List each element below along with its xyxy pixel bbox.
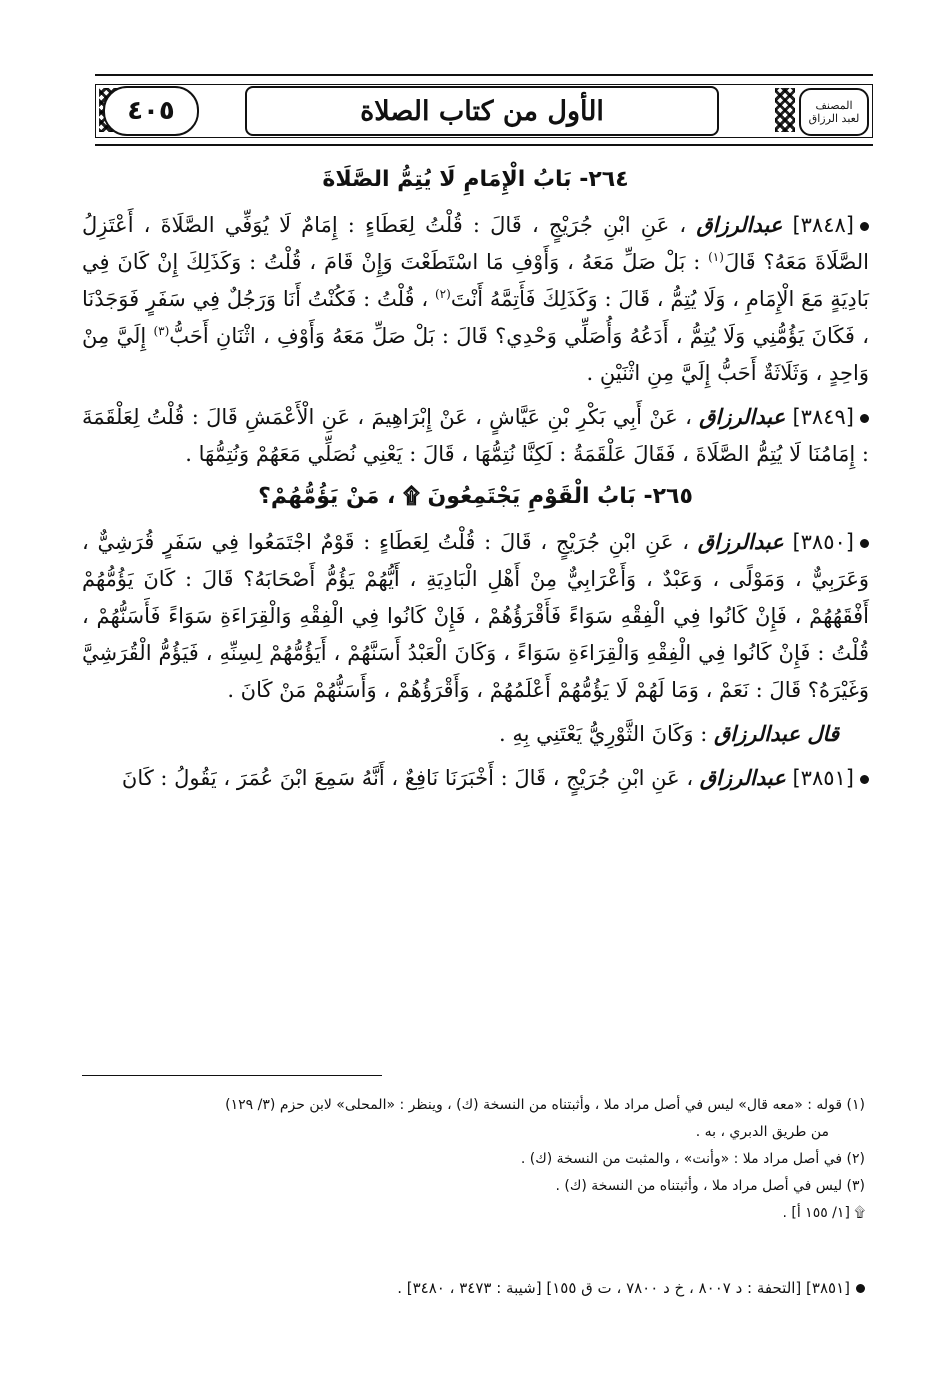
page-number-cartouche	[103, 86, 199, 136]
hadith-3849	[82, 398, 869, 473]
abdulrazzaq-comment	[82, 715, 869, 753]
page-number: ٤٠٥	[127, 96, 175, 126]
narrator-name: عبدالرزاق	[697, 529, 784, 554]
page-header	[95, 74, 873, 146]
bullet-icon	[860, 222, 869, 231]
hadith-number: [٣٨٤٩]	[792, 405, 854, 429]
footnote-ref[interactable]: (٣)	[153, 324, 170, 338]
hadith-text: ، قُلْتُ : فَكُنْتُ أَنَا وَرَجُلٌ فِي سَفَرٍ فَوَجَدْنَا ، فَكَانَ يَؤُمُّنِي وَلَا يُتِمُّ ، أَدَعُهُ وَأُصَلِّي وَحْدِي؟ قَالَ : بَلْ صَلِّ مَعَهُ وَأَوْفِ ، اثْنَانِ أَحَبُّ	[82, 287, 869, 348]
hadith-text: ، عَنِ ابْنِ جُرَيْجٍ ، قَالَ : قُلْتُ لِعَطَاءٍ : قَوْمٌ اجْتَمَعُوا فِي سَفَرٍ قُرَشِيٌّ ، وَعَرَبِيٌّ ، وَمَوْلًى ، وَعَبْدٌ ، وَأَعْرَابِيٌّ مِنْ أَهْلِ الْبَادِيَةِ ، أَيُّهُمْ يَؤُمُّ أَصْحَابَهُ؟ قَالَ : كَانَ يَؤُمُّهُمْ أَفْقَهُهُمْ ، فَإِنْ كَانُوا فِي الْفِقْهِ سَوَاءً فَأَقْرَؤُهُمْ ، فَإِنْ كَانُوا فِي الْفِقْهِ وَالْقِرَاءَةِ سَوَاءً فَأَسَنُّهُمْ ، قُلْتُ : فَإِنْ كَانُوا فِي الْفِقْهِ وَالْقِرَاءَةِ سَوَاءً ، وَكَانَ الْعَبْدُ أَسَنَّهُمْ ، أَيَؤُمُّهُمْ لِسِنِّهِ ، فَيَؤُمُّ الْقُرَشِيَّ وَغَيْرَهُ؟ قَالَ : نَعَمْ ، وَمَا لَهُمْ لَا يَؤُمُّهُمْ أَعْلَمُهُمْ ، وَأَقْرَؤُهُمْ ، وَأَسَنُّهُمْ مَنْ كَانَ .	[82, 530, 869, 702]
running-title-cartouche	[245, 86, 719, 136]
footnote-3: (٣) ليس في أصل مراد ملا ، وأثبتناه من النسخة (ك) .	[555, 1178, 865, 1194]
footnote-ref[interactable]: (٢)	[434, 287, 451, 301]
hadith-text: ، عَنْ أَبِي بَكْرِ بْنِ عَيَّاشٍ ، عَنْ إِبْرَاهِيمَ ، عَنِ الْأَعْمَشِ قَالَ : قُلْتُ لِعَلْقَمَةَ : إِمَامُنَا لَا يُتِمُّ الصَّلَاةَ ، فَقَالَ عَلْقَمَةُ : لَكِنَّا نُتِمُّهَا ، قَالَ : يَعْنِي نُصَلِّي مَعَهُمْ وَنُتِمُّهَا .	[82, 405, 869, 466]
chapter-title: ٢٦٥- بَابُ الْقَوْمِ يَجْتَمِعُونَ ۩ ، مَنْ يَؤُمُّهُمْ؟	[258, 484, 693, 509]
folio-note: ۩ [١/ ١٥٥ أ] .	[782, 1205, 865, 1221]
takhrij-note	[82, 1276, 865, 1300]
hadith-number: [٣٨٥١]	[792, 766, 854, 790]
footnotes	[82, 1092, 865, 1227]
footnote-1-cont: من طريق الدبري ، به .	[695, 1124, 829, 1140]
hadith-text: ، عَنِ ابْنِ جُرَيْجٍ ، قَالَ : قُلْتُ لِعَطَاءٍ : إِمَامٌ لَا يُوَفِّي الصَّلَاةَ ، أَعْتَزِلُ الصَّلَاةَ مَعَهُ؟ قَالَ	[82, 213, 870, 274]
footnote-separator	[82, 1075, 382, 1076]
bullet-icon	[860, 775, 869, 784]
main-text	[82, 160, 869, 797]
narrator-name: عبدالرزاق	[696, 212, 783, 237]
logo-line-1: المصنف	[815, 99, 853, 112]
hadith-3851	[82, 759, 869, 797]
footnote-1: (١) قوله : «معه قال» ليس في أصل مراد ملا ، وأثبتناه من النسخة (ك) ، وينظر : «المحلى» لابن حزم (٣/ ١٢٩)	[225, 1097, 865, 1113]
book-logo	[799, 88, 869, 136]
hadith-text: إِلَيَّ مِنْ وَاحِدٍ ، وَثَلَاثَةٌ أَحَبُّ إِلَيَّ مِنِ اثْنَيْنِ .	[82, 324, 869, 385]
hadith-number: [٣٨٤٨]	[792, 213, 854, 237]
footnote-2: (٢) في أصل مراد ملا : «وأنت» ، والمثبت من النسخة (ك) .	[520, 1151, 865, 1167]
narrator-name: عبدالرزاق	[699, 765, 786, 790]
bullet-icon	[860, 414, 869, 423]
hadith-text: : بَلْ صَلِّ مَعَهُ ، وَأَوْفِ مَا اسْتَطَعْتَ وَإِنْ قَامَ ، قُلْتُ : وَكَذَلِكَ إِنْ كَانَ فِي بَادِيَةٍ مَعَ الْإِمَامِ ، وَلَا يُتِمُّ ، قَالَ : وَكَذَلِكَ فَأَتِمَّهُ أَنْتَ	[82, 250, 870, 311]
hadith-3848	[82, 206, 869, 392]
header-bottom-rule	[95, 144, 873, 146]
comment-prefix: قال عبدالرزاق	[714, 721, 839, 746]
hadith-number: [٣٨٥٠]	[792, 530, 854, 554]
footnote-ref[interactable]: (١)	[708, 250, 724, 264]
header-top-rule	[95, 74, 873, 76]
takhrij-text: [٣٨٥١] [التحفة : د ٨٠٠٧ ، خ د ٧٨٠٠ ، ت ق ١٥٥] [شيبة : ٣٤٧٣ ، ٣٤٨٠] .	[397, 1279, 850, 1297]
logo-line-2: لعبد الرزاق	[808, 112, 860, 125]
chapter-title: ٢٦٤- بَابُ الْإِمَامِ لَا يُتِمُّ الصَّلَاةَ	[322, 167, 629, 192]
hadith-text: ، عَنِ ابْنِ جُرَيْجٍ ، قَالَ : أَخْبَرَنَا نَافِعٌ ، أَنَّهُ سَمِعَ ابْنَ عُمَرَ ، يَقُولُ : كَانَ	[121, 766, 694, 790]
narrator-name: عبدالرزاق	[699, 404, 786, 429]
hadith-3850	[82, 523, 869, 709]
comment-text: : وَكَانَ الثَّوْرِيُّ يَعْتَنِي بِهِ .	[498, 722, 708, 746]
bullet-icon	[860, 539, 869, 548]
bullet-icon	[856, 1284, 865, 1293]
header-ornament-right	[775, 88, 795, 132]
running-title: الأول من كتاب الصلاة	[360, 95, 604, 127]
